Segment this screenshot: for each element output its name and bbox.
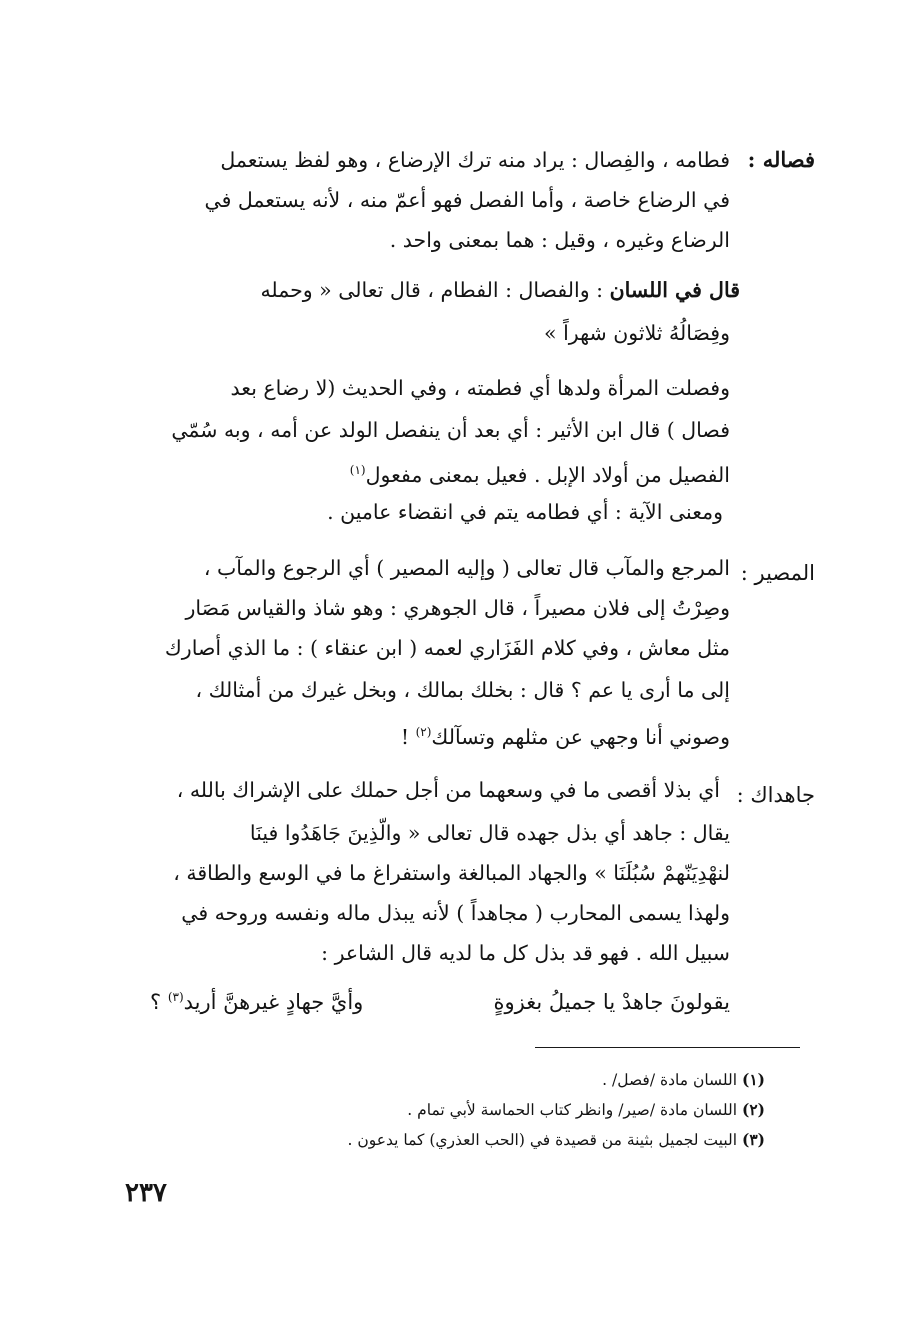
entry-1-more-3 bbox=[350, 455, 730, 490]
entry-2-line-4: إلى ما أرى يا عم ؟ قال : بخلك بمالك ، وبخل غيرك من أمثالك ، bbox=[195, 678, 730, 702]
footnote-3-text: البيت لجميل بثينة من قصيدة في (الحب العذري) كما يدعون . bbox=[347, 1131, 738, 1149]
entry-2-line-5 bbox=[401, 717, 730, 752]
line-5-text: وصوني أنا وجهي عن مثلهم وتسآلك bbox=[431, 725, 730, 749]
footnote-3-num: (٣) bbox=[741, 1130, 765, 1149]
footnote-2-num: (٢) bbox=[741, 1100, 765, 1119]
entry-2-line-3: مثل معاش ، وفي كلام الفَزَاري لعمه ( ابن عنقاء ) : ما الذي أصارك bbox=[164, 636, 730, 660]
footnote-ref-2: (٢) bbox=[415, 725, 432, 739]
entry-1-more-4: ومعنى الآية : أي فطامه يتم في انقضاء عامين . bbox=[327, 500, 723, 524]
headword-jahadak: جاهداك : bbox=[736, 783, 815, 807]
entry-3-line-5: سبيل الله . فهو قد بذل كل ما لديه قال الشاعر : bbox=[321, 941, 730, 965]
entry-1-line-2: في الرضاع خاصة ، وأما الفصل فهو أعمّ منه ، لأنه يستعمل في bbox=[204, 188, 730, 212]
entry-3-line-1: أي بذلا أقصى ما في وسعهما من أجل حملك على الإشراك بالله ، bbox=[176, 778, 720, 802]
quote-source-lisan: قال في اللسان bbox=[609, 278, 740, 302]
verse-2-text: وأيَّ جهادٍ غيرهنَّ أريد bbox=[183, 990, 364, 1014]
entry-3-line-3: لنهْدِيَنّهمْ سُبُلَنَا » والجهاد المبالغة واستفراغ ما في الوسع والطاقة ، bbox=[173, 861, 730, 885]
entry-1-quote-line bbox=[260, 275, 740, 305]
entry-1-more-2: فصال ) قال ابن الأثير : أي بعد أن ينفصل الولد عن أمه ، وبه سُمّي bbox=[171, 418, 730, 442]
verse-hemistich-2 bbox=[150, 990, 363, 1014]
footnote-ref-3: (٣) bbox=[167, 990, 184, 1004]
headword-almasir: المصير : bbox=[740, 561, 815, 585]
more-3-text: الفصيل من أولاد الإبل . فعيل بمعنى مفعول bbox=[365, 463, 730, 487]
footnote-1-text: اللسان مادة /فصل/ . bbox=[602, 1071, 738, 1089]
entry-3-line-2: يقال : جاهد أي بذل جهده قال تعالى « والّذِينَ جَاهَدُوا فينَا bbox=[249, 821, 730, 845]
entry-2-line-2: وصِرْتُ إلى فلان مصيراً ، قال الجوهري : وهو شاذ والقياس مَصَار bbox=[185, 596, 730, 620]
entry-1-line-3: الرضاع وغيره ، وقيل : هما بمعنى واحد . bbox=[389, 228, 730, 252]
entry-1-more-1: وفصلت المرأة ولدها أي فطمته ، وفي الحديث (لا رضاع بعد bbox=[230, 376, 730, 400]
footnote-1 bbox=[602, 1068, 765, 1092]
footnote-3 bbox=[348, 1128, 766, 1152]
footnote-2 bbox=[407, 1098, 765, 1122]
verse-hemistich-1: يقولونَ جاهدْ يا جميلُ بغزوةٍ bbox=[493, 990, 730, 1014]
footnote-ref-1: (١) bbox=[349, 463, 366, 477]
footnote-1-num: (١) bbox=[741, 1070, 765, 1089]
entry-1-quote-line-2: وفِصَالُهُ ثلاثون شهراً » bbox=[544, 321, 730, 345]
headword-fisaluh: فصاله : bbox=[747, 147, 815, 172]
page-number: ٢٣٧ bbox=[125, 1178, 167, 1208]
footnote-2-text: اللسان مادة /صير/ وانظر كتاب الحماسة لأبي تمام . bbox=[407, 1101, 738, 1119]
entry-3-line-4: ولهذا يسمى المحارب ( مجاهداً ) لأنه يبذل ماله ونفسه وروحه في bbox=[181, 901, 730, 925]
entry-1-line-1: فطامه ، والفِصال : يراد منه ترك الإرضاع ، وهو لفظ يستعمل bbox=[220, 148, 730, 172]
quote-rest: : والفصال : الفطام ، قال تعالى « وحمله bbox=[260, 278, 610, 302]
entry-2-line-1: المرجع والمآب قال تعالى ( وإليه المصير ) أي الرجوع والمآب ، bbox=[203, 556, 730, 580]
footnote-separator bbox=[535, 1047, 800, 1048]
line-5-tail: ! bbox=[400, 725, 416, 749]
verse-end: ؟ bbox=[150, 990, 168, 1014]
